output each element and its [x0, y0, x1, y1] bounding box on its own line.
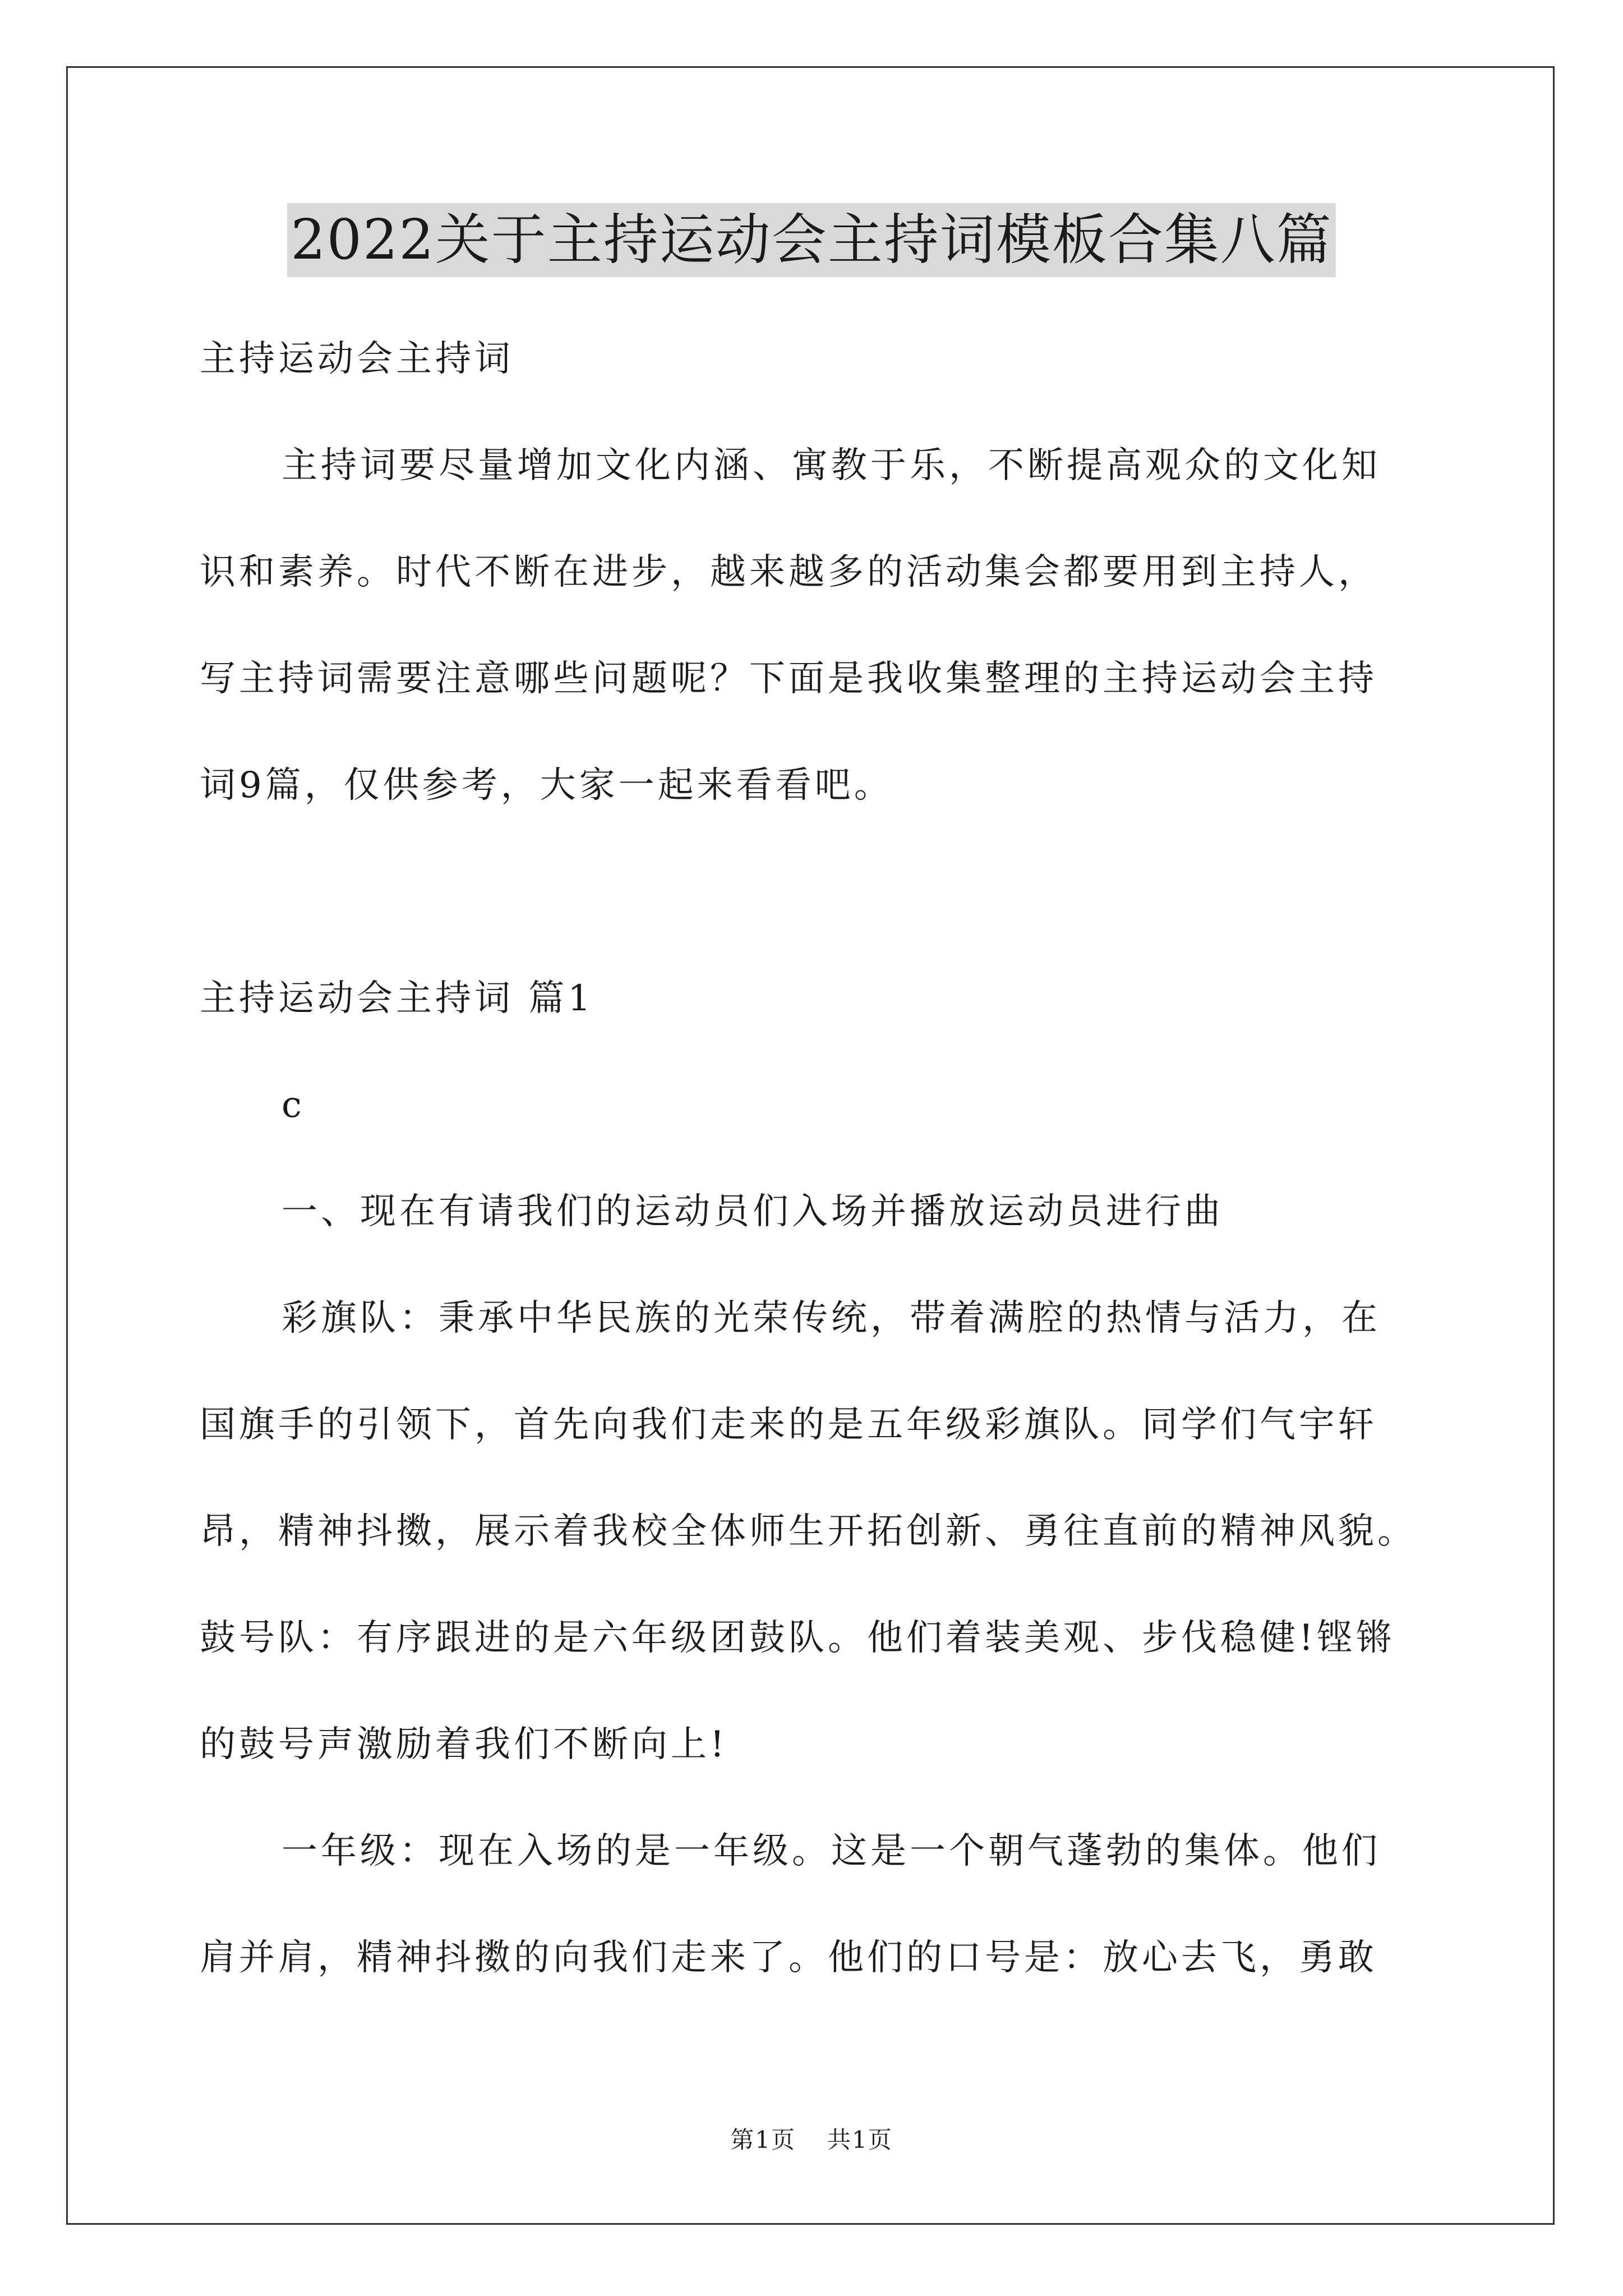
paragraph-line: 鼓号队：有序跟进的是六年级团鼓队。他们着装美观、步伐稳健!铿锵: [200, 1617, 1395, 1659]
paragraph-line: 国旗手的引领下，首先向我们走来的是五年级彩旗队。同学们气宇轩: [200, 1404, 1377, 1446]
paragraph-line: 昂，精神抖擞，展示着我校全体师生开拓创新、勇往直前的精神风貌。: [200, 1511, 1417, 1552]
paragraph-line: 识和素养。时代不断在进步，越来越多的活动集会都要用到主持人，: [200, 551, 1377, 593]
section-heading: 主持运动会主持词 篇1: [200, 978, 594, 1019]
blank-line: [200, 839, 1433, 945]
paragraph-line: c: [282, 1084, 305, 1126]
paragraph-line: 彩旗队：秉承中华民族的光荣传统，带着满腔的热情与活力，在: [282, 1297, 1381, 1339]
paragraph-line: 写主持词需要注意哪些问题呢？下面是我收集整理的主持运动会主持: [200, 658, 1377, 700]
paragraph-line: 一、现在有请我们的运动员们入场并播放运动员进行曲: [282, 1191, 1224, 1232]
title-container: [0, 203, 1623, 277]
paragraph-line: 肩并肩，精神抖擞的向我们走来了。他们的口号是：放心去飞，勇敢: [200, 1937, 1377, 1978]
paragraph-line: 词9篇，仅供参考，大家一起来看看吧。: [200, 765, 893, 806]
page-total: 共1页: [827, 2126, 893, 2154]
page-number: 第1页: [730, 2126, 796, 2154]
paragraph-line: 一年级：现在入场的是一年级。这是一个朝气蓬勃的集体。他们: [282, 1830, 1381, 1872]
page-footer: [0, 2123, 1623, 2157]
document-title: 2022关于主持运动会主持词模板合集八篇: [287, 203, 1335, 277]
section-heading: 主持运动会主持词: [200, 338, 514, 380]
document-body: [200, 306, 1433, 2011]
paragraph-line: 的鼓号声激励着我们不断向上!: [200, 1724, 728, 1765]
paragraph-line: 主持词要尽量增加文化内涵、寓教于乐，不断提高观众的文化知: [282, 445, 1381, 486]
